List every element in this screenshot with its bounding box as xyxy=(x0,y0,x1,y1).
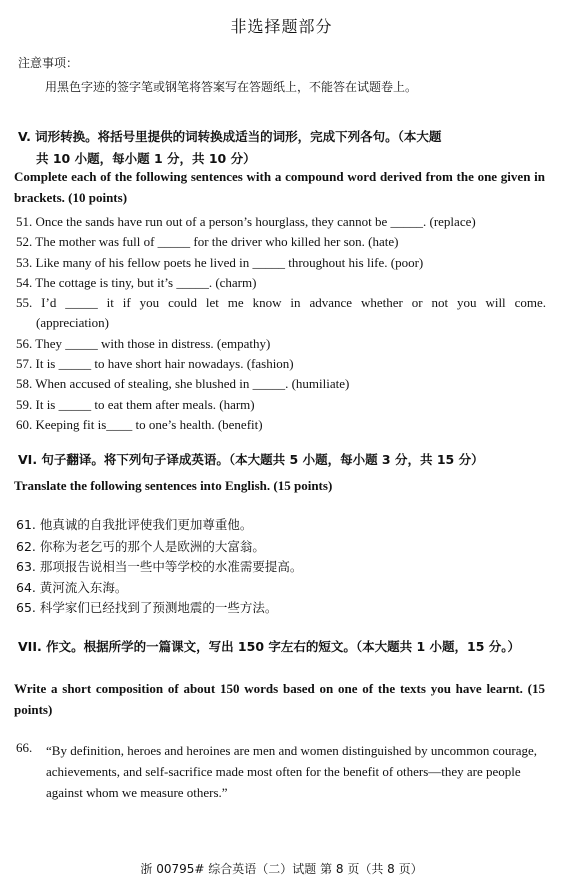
question-66-number: 66. xyxy=(16,740,33,755)
page-footer: 浙 00795# 综合英语（二）试题 第 8 页（共 8 页） xyxy=(140,862,423,876)
notes-label: 注意事项： xyxy=(18,56,79,70)
question-52: 52. The mother was full of _____ for the driver who killed her son. (hate) xyxy=(16,234,399,249)
question-55 xyxy=(16,293,546,333)
question-51: 51. Once the sands have run out of a person’s hourglass, they cannot be _____. (replace) xyxy=(16,214,476,229)
question-65: 65. 科学家们已经找到了预测地震的一些方法。 xyxy=(16,600,278,615)
question-58: 58. When accused of stealing, she blushed in _____. (humiliate) xyxy=(16,376,350,391)
section6-heading-zh: VI. 句子翻译。将下列句子译成英语。（本大题共 5 小题，每小题 3 分，共 15 分） xyxy=(18,452,484,467)
question-59: 59. It is _____ to eat them after meals. (harm) xyxy=(16,397,255,412)
page-title: 非选择题部分 xyxy=(230,17,333,36)
section5-heading-zh: V. 词形转换。将括号里提供的词转换成适当的词形，完成下列各句。（本大题 xyxy=(18,129,442,144)
question-64: 64. 黄河流入东海。 xyxy=(16,580,128,595)
question-53: 53. Like many of his fellow poets he lived in _____ throughout his life. (poor) xyxy=(16,255,424,270)
question-61: 61. 他真诚的自我批评使我们更加尊重他。 xyxy=(16,517,253,532)
section7-heading-zh: VII. 作文。根据所学的一篇课文，写出 150 字左右的短文。（本大题共 1 小题，15 分。） xyxy=(18,639,521,654)
question-56: 56. They _____ with those in distress. (empathy) xyxy=(16,336,271,351)
question-66-text: “By definition, heroes and heroines are men and women distinguished by uncommon courage, achievements, and self-sacrifice made most often for the benefit of others—they are people against whom we measure others.” xyxy=(46,743,537,800)
question-60: 60. Keeping fit is____ to one’s health. (benefit) xyxy=(16,417,263,432)
question-55-line1: 55. I’d _____ it if you could let me know in advance whether or not you will come. xyxy=(16,295,546,310)
question-62: 62. 你称为老乞丐的那个人是欧洲的大富翁。 xyxy=(16,539,265,554)
question-55-line2: (appreciation) xyxy=(36,315,109,330)
notes-text: 用黑色字迹的签字笔或钢笔将答案写在答题纸上，不能答在试题卷上。 xyxy=(45,80,418,94)
section7-heading-en: Write a short composition of about 150 words based on one of the texts you have learnt. (15 points) xyxy=(14,681,545,717)
question-57: 57. It is _____ to have short hair nowadays. (fashion) xyxy=(16,356,294,371)
section5-heading-zh-cont: 共 10 小题，每小题 1 分，共 10 分） xyxy=(36,151,256,166)
question-54: 54. The cottage is tiny, but it’s _____. (charm) xyxy=(16,275,257,290)
question-63: 63. 那项报告说相当一些中等学校的水准需要提高。 xyxy=(16,559,303,574)
section5-heading-en: Complete each of the following sentences with a compound word derived from the one given in brackets. (10 points) xyxy=(14,169,545,205)
section6-heading-en: Translate the following sentences into English. (15 points) xyxy=(14,478,333,493)
